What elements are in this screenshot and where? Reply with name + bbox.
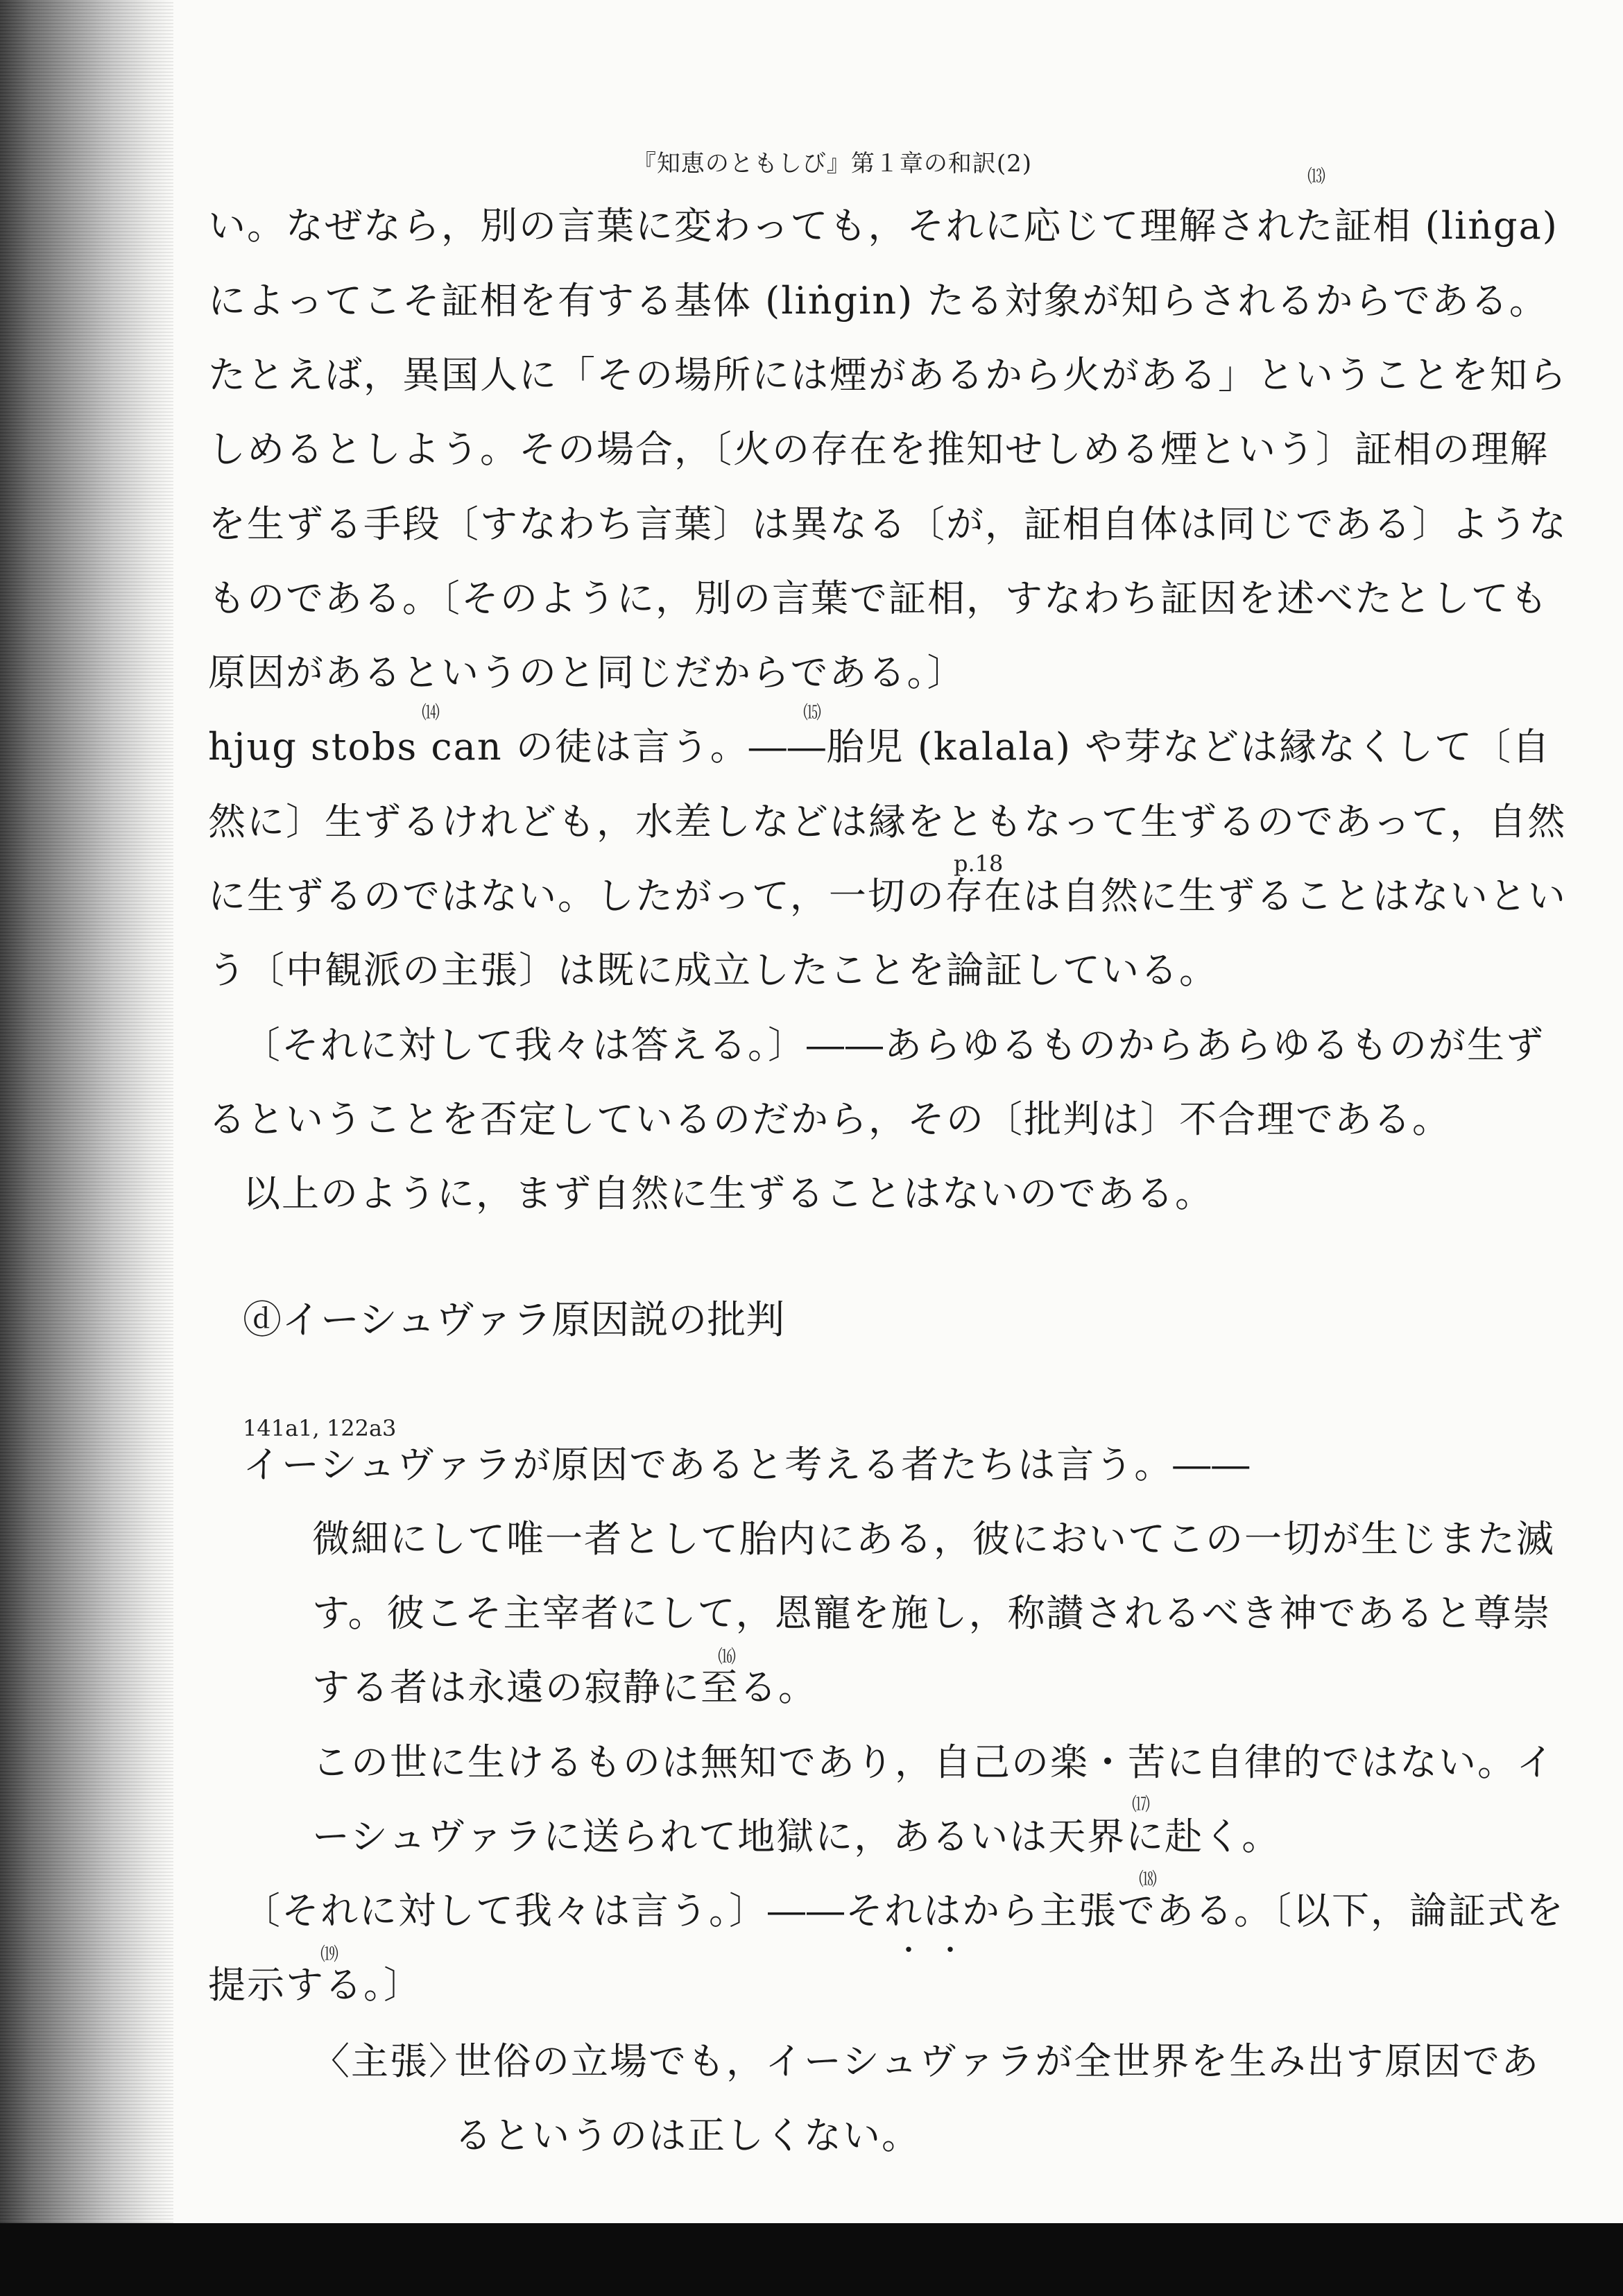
p1-line-4: しめるとしよう。その場合，〔火の存在を推知せしめる煙という〕証相の理解 bbox=[208, 427, 1549, 471]
thesis-line-1: 世俗の立場でも，イーシュヴァラが全世界を生み出す原因であ bbox=[454, 2039, 1540, 2083]
reply-line-1: 〔それに対して我々は言う。〕――それはから主張である。〔以下，論証式を bbox=[243, 1889, 1565, 1933]
verse-line-3: する者は永遠の寂静に至る。 bbox=[312, 1665, 817, 1709]
note-17: ⒄ bbox=[1132, 1794, 1151, 1815]
scan-bottom-edge bbox=[0, 2223, 1623, 2296]
p1-line-7: 原因があるというのと同じだからである。〕 bbox=[208, 651, 966, 694]
running-head: 『知恵のともしび』第１章の和訳(2) bbox=[632, 150, 1033, 178]
verse-line-5: ーシュヴァラに送られて地獄に，あるいは天界に赴く。 bbox=[312, 1815, 1281, 1858]
p1-line-2: によってこそ証相を有する基体 (liṅgin) たる対象が知らされるからである。 bbox=[208, 279, 1548, 323]
p2-line-4: う〔中観派の主張〕は既に成立したことを論証している。 bbox=[208, 948, 1218, 992]
note-13: ⒀ bbox=[1307, 166, 1326, 187]
p2-line-1: hjug stobs can の徒は言う。――胎児 (kalala) や芽などは縁なくして〔自 bbox=[208, 725, 1552, 769]
p1-line-3: たとえば，異国人に「その場所には煙があるから火がある」ということを知ら bbox=[208, 353, 1568, 397]
p4-line-1: 以上のように，まず自然に生ずることはないのである。 bbox=[243, 1172, 1214, 1215]
p3-line-2: るということを否定しているのだから，その〔批判は〕不合理である。 bbox=[208, 1097, 1451, 1141]
folio-reference: 141a1, 122a3 bbox=[243, 1415, 397, 1441]
verse-line-4: この世に生けるものは無知であり，自己の楽・苦に自律的ではない。イ bbox=[312, 1740, 1555, 1784]
note-15: ⒂ bbox=[803, 703, 822, 723]
page-marker: p.18 bbox=[954, 850, 1004, 877]
thesis-label: 〈主張〉 bbox=[312, 2039, 467, 2083]
section-heading: ⓓイーシュヴァラ原因説の批判 bbox=[243, 1298, 785, 1343]
p2-line-2: 然に〕生ずるけれども，水差しなどは縁をともなって生ずるのであって，自然 bbox=[208, 800, 1567, 843]
p3-line-1: 〔それに対して我々は答える。〕――あらゆるものからあらゆるものが生ず bbox=[243, 1023, 1545, 1067]
p1-line-6: ものである。〔そのように，別の言葉で証相，すなわち証因を述べたとしても bbox=[208, 576, 1549, 620]
page-lower bbox=[201, 0, 1463, 2220]
emphasis-dots: ・・ bbox=[895, 1935, 978, 1967]
note-16: ⒃ bbox=[718, 1647, 737, 1668]
reply-line-2: 提示する。〕 bbox=[208, 1963, 422, 2007]
intro-line: イーシュヴァラが原因であると考える者たちは言う。―― bbox=[243, 1443, 1251, 1487]
note-14: ⒁ bbox=[422, 703, 440, 723]
note-18: ⒅ bbox=[1139, 1869, 1158, 1890]
p1-line-1: い。なぜなら，別の言葉に変わっても，それに応じて理解された証相 (liṅga) bbox=[208, 204, 1558, 248]
p2-line-3: に生ずるのではない。したがって，一切の存在は自然に生ずることはないとい bbox=[208, 874, 1567, 918]
verse-line-2: す。彼こそ主宰者にして，恩寵を施し，称讃されるべき神であると尊崇 bbox=[312, 1591, 1552, 1635]
scan-spine-noise bbox=[0, 0, 173, 2296]
note-19: ⒆ bbox=[320, 1944, 339, 1965]
thesis-line-2: るというのは正しくない。 bbox=[454, 2114, 920, 2157]
p1-line-5: を生ずる手段〔すなわち言葉〕は異なる〔が，証相自体は同じである〕ような bbox=[208, 502, 1568, 546]
verse-line-1: 微細にして唯一者として胎内にある，彼においてこの一切が生じまた滅 bbox=[312, 1517, 1555, 1561]
